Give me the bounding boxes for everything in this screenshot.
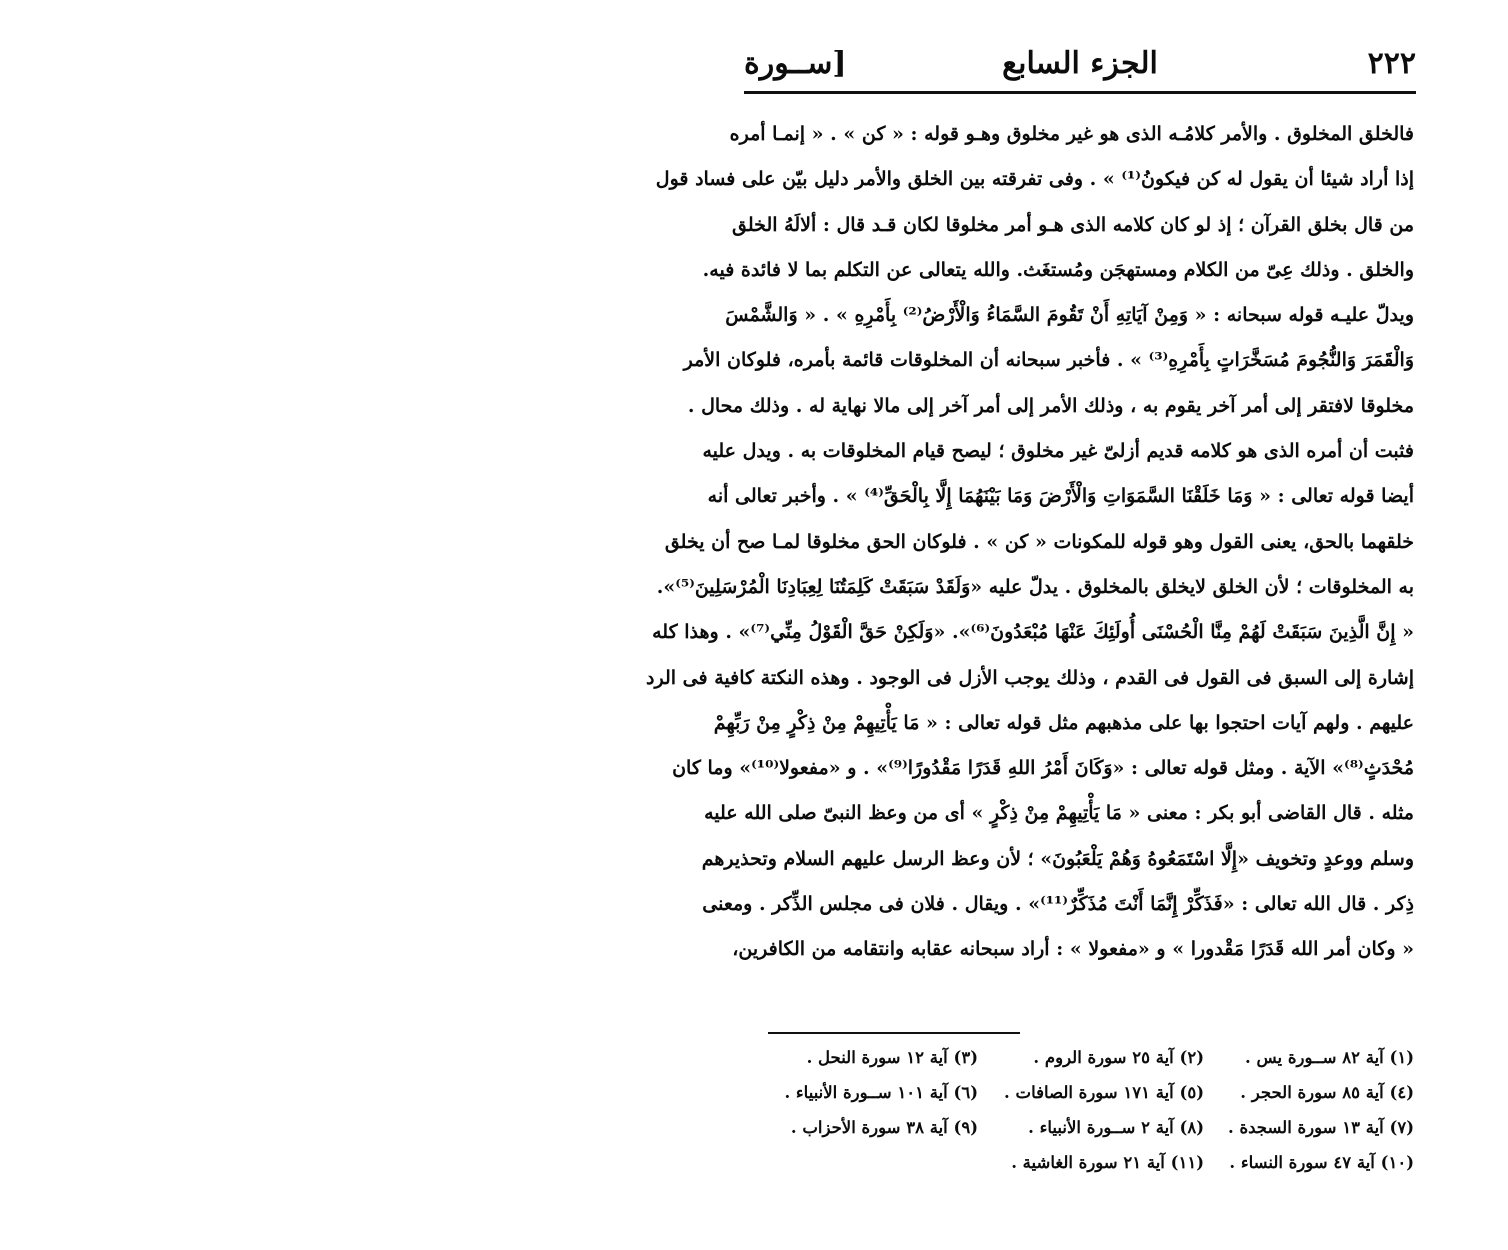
text-line: مُحْدَثٍ⁽⁸⁾» الآية . ومثل قوله تعالى : «وَكَانَ أَمْرُ اللهِ قَدَرًا مَقْدُورًا⁽⁹⁾» . و «مفعولا⁽¹⁰⁾» وما كان bbox=[672, 757, 1414, 780]
body-text bbox=[646, 112, 1414, 973]
footnote: (٥) آية ١٧١ سورة الصافات . bbox=[1004, 1083, 1204, 1102]
footnote: (٣) آية ١٢ سورة النحل . bbox=[806, 1048, 978, 1067]
footnote: (١٠) آية ٤٧ سورة النساء . bbox=[1229, 1153, 1414, 1172]
text-line: خلقهما بالحق، يعنى القول وهو قوله للمكونات « كن » . فلوكان الحق مخلوقا لمـا صح أن يخلق bbox=[664, 530, 1414, 553]
text-line: فثبت أن أمره الذى هو كلامه قديم أزلىّ غير مخلوق ؛ ليصح قيام المخلوقات به . ويدل عليه bbox=[702, 440, 1414, 463]
footnote: (٦) آية ١٠١ ســورة الأنبياء . bbox=[784, 1083, 978, 1102]
footnote-row bbox=[768, 1079, 1414, 1114]
footnote-row bbox=[768, 1114, 1414, 1149]
text-line: ذِكر . قال الله تعالى : «فَذَكِّرْ إِنَّمَا أَنْتَ مُذَكِّرٌ⁽¹¹⁾» . ويقال . فلان فى مجلس الذِّكر . ومعنى bbox=[702, 893, 1414, 916]
text-line: وسلم ووعدٍ وتخويف «إِلَّا اسْتَمَعُوهُ وَهُمْ يَلْعَبُونَ» ؛ لأن وعظ الرسل عليهم السلام وتحذيرهم bbox=[701, 847, 1414, 870]
footnote: (٨) آية ٢ ســورة الأنبياء . bbox=[1028, 1118, 1204, 1137]
text-line: فالخلق المخلوق . والأمر كلامُـه الذى هو غير مخلوق وهـو قوله : « كن » . « إنمـا أمره bbox=[729, 123, 1414, 145]
footnote: (٧) آية ١٣ سورة السجدة . bbox=[1228, 1118, 1414, 1137]
text-line: أيضا قوله تعالى : « وَمَا خَلَقْنَا السَّمَوَاتِ وَالْأَرْضَ وَمَا بَيْنَهُمَا إِلَّا بِالْحَقِّ⁽⁴⁾ » . وأخبر تعالى أنه bbox=[707, 485, 1414, 508]
text-line: وَالْقَمَرَ وَالنُّجُومَ مُسَخَّرَاتٍ بِأَمْرِهِ⁽³⁾ » . فأخبر سبحانه أن المخلوقات قائمة بأمره، فلوكان الأمر bbox=[683, 349, 1414, 372]
page-number: ٢٢٢ bbox=[1367, 46, 1416, 81]
surah-label: [ســورة bbox=[744, 46, 847, 81]
footnote: (١١) آية ٢١ سورة الغاشية . bbox=[1011, 1153, 1204, 1172]
footnote-rule bbox=[768, 1032, 1020, 1034]
text-line: « إِنَّ الَّذِينَ سَبَقَتْ لَهُمْ مِنَّا الْحُسْنَى أُولَئِكَ عَنْهَا مُبْعَدُونَ⁽⁶⁾». «وَلَكِنْ حَقَّ الْقَوْلُ مِنِّي⁽⁷⁾» . وهذا كله bbox=[652, 621, 1414, 644]
header-rule bbox=[744, 91, 1416, 94]
text-line: ويدلّ عليـه قوله سبحانه : « وَمِنْ آيَاتِهِ أَنْ تَقُومَ السَّمَاءُ وَالْأَرْضُ⁽²⁾ بِأَمْرِهِ » . « وَالشَّمْسَ bbox=[725, 304, 1414, 327]
part-title: الجزء السابع bbox=[1002, 46, 1158, 81]
text-line: مثله . قال القاضى أبو بكر : معنى « مَا يَأْتِيهِمْ مِنْ ذِكْرٍ » أى من وعظ النبىّ صلى الله عليه bbox=[704, 802, 1414, 825]
text-line: مخلوقا لافتقر إلى أمر آخر يقوم به ، وذلك الأمر إلى أمر آخر إلى مالا نهاية له . وذلك محال . bbox=[687, 394, 1414, 417]
running-header bbox=[744, 38, 1416, 94]
text-line: « وكان أمر الله قَدَرًا مَقْدورا » و «مفعولا » : أراد سبحانه عقابه وانتقامه من الكافرين، bbox=[732, 938, 1414, 961]
footnote: (١) آية ٨٢ ســورة يس . bbox=[1245, 1048, 1414, 1067]
footnote: (٤) آية ٨٥ سورة الحجر . bbox=[1240, 1083, 1414, 1102]
book-page bbox=[646, 0, 1508, 1250]
footnote-row bbox=[768, 1149, 1414, 1184]
text-line: من قال بخلق القرآن ؛ إذ لو كان كلامه الذى هـو أمر مخلوقا لكان قـد قال : ألالَهُ الخلق bbox=[732, 213, 1414, 236]
text-line: به المخلوقات ؛ لأن الخلق لايخلق بالمخلوق . يدلّ عليه «وَلَقَدْ سَبَقَتْ كَلِمَتُنَا لِعِبَادِنَا الْمُرْسَلِينَ⁽⁵⁾». bbox=[656, 575, 1414, 598]
text-line: إشارة إلى السبق فى القول فى القدم ، وذلك يوجب الأزل فى الوجود . وهذه النكتة كافية فى الرد bbox=[646, 666, 1414, 689]
footnotes bbox=[768, 1044, 1414, 1184]
footnote-row bbox=[768, 1044, 1414, 1079]
text-line: عليهم . ولهم آيات احتجوا بها على مذهبهم مثل قوله تعالى : « مَا يَأْتِيهِمْ مِنْ ذِكْرٍ مِنْ رَبِّهِمْ bbox=[713, 711, 1414, 734]
text-line: إذا أراد شيئا أن يقول له كن فيكونُ⁽¹⁾ » . وفى تفرقته بين الخلق والأمر دليل بيّن على فساد قول bbox=[655, 168, 1414, 191]
footnote: (٢) آية ٢٥ سورة الروم . bbox=[1033, 1048, 1204, 1067]
text-line: والخلق . وذلك عِىّ من الكلام ومستهجَن ومُستغَث. والله يتعالى عن التكلم بما لا فائدة فيه. bbox=[702, 258, 1414, 281]
footnote: (٩) آية ٣٨ سورة الأحزاب . bbox=[790, 1118, 978, 1137]
